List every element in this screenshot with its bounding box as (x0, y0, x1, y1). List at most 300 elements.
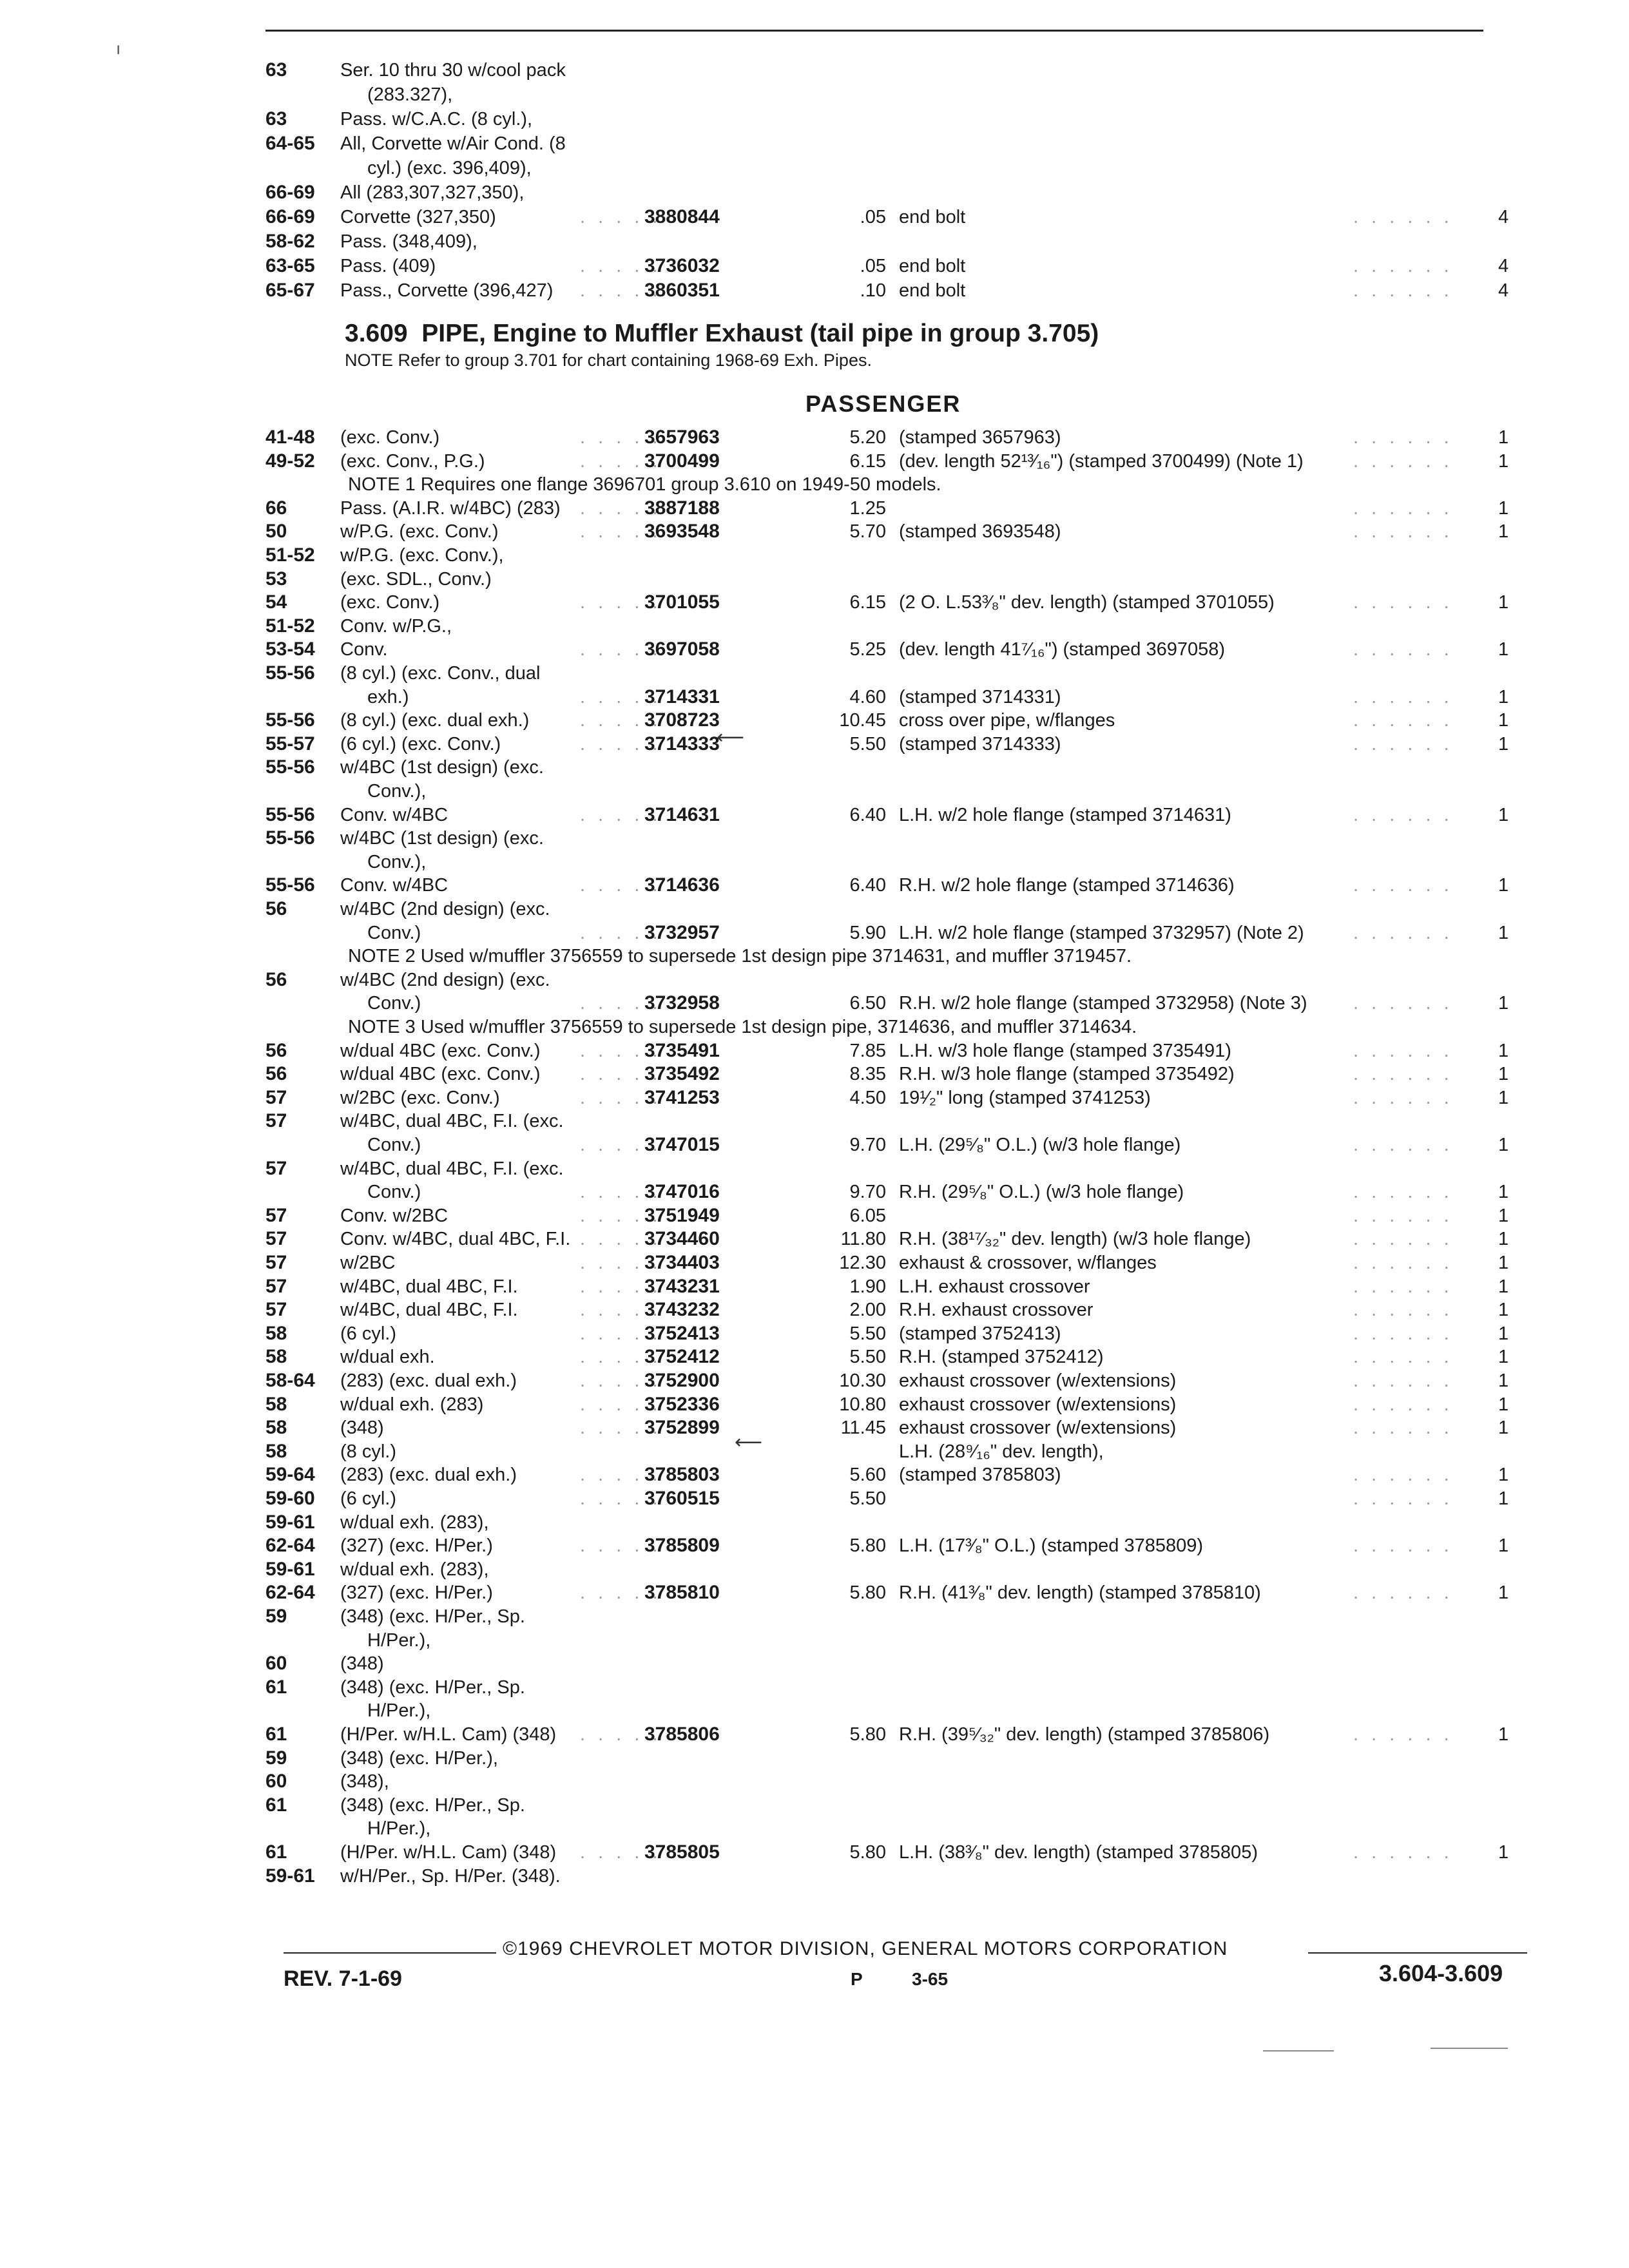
part-number: 3752336 (644, 1393, 720, 1415)
quantity: 1 (1498, 450, 1509, 472)
model-years: 51-52 (265, 615, 315, 637)
dot-leader: . . . . . (580, 1253, 662, 1273)
dot-leader: . . . . . (580, 1064, 662, 1085)
remarks: (stamped 3657963) (899, 427, 1061, 448)
dot-leader: . . . . . (580, 1465, 662, 1486)
application-desc: Ser. 10 thru 30 w/cool pack (340, 60, 566, 81)
part-row (0, 873, 1629, 898)
part-row (0, 732, 1629, 756)
dot-leader: . . . . . (580, 1724, 662, 1745)
catalog-note (0, 1015, 1629, 1039)
price: 2.00 (849, 1300, 886, 1321)
quantity: 1 (1498, 686, 1509, 707)
price: .05 (860, 207, 886, 227)
application-desc: w/4BC, dual 4BC, F.I. (exc. (340, 1111, 564, 1132)
section-title (345, 320, 1099, 348)
quantity: 1 (1498, 427, 1509, 448)
price: 5.80 (849, 1535, 886, 1557)
model-years: 55-56 (265, 709, 315, 731)
quantity: 1 (1498, 1182, 1509, 1203)
part-row (0, 1157, 1629, 1181)
part-row (0, 1345, 1629, 1369)
application-desc: H/Per.), (367, 1818, 431, 1840)
price: 5.50 (849, 733, 886, 754)
price: 5.50 (849, 1347, 886, 1368)
application-desc: w/H/Per., Sp. H/Per. (348). (340, 1865, 561, 1887)
part-number: 3785803 (644, 1464, 720, 1486)
part-row (0, 449, 1629, 474)
price: 10.45 (839, 710, 886, 731)
application-desc: Pass., Corvette (396,427) (340, 280, 554, 301)
dot-leader: . . . . . (580, 993, 662, 1014)
application-desc: w/dual 4BC (exc. Conv.) (340, 1064, 541, 1085)
remarks: exhaust crossover (w/extensions) (899, 1370, 1177, 1391)
part-row (0, 425, 1629, 450)
application-desc: Pass. (409) (340, 256, 436, 276)
part-number: 3736032 (644, 255, 720, 276)
price: 6.15 (849, 592, 886, 613)
quantity: 1 (1498, 1842, 1509, 1863)
part-row (0, 850, 1629, 874)
model-years: 51-52 (265, 544, 315, 566)
dot-leader: . . . . . . (1353, 207, 1453, 227)
dot-leader: . . . . . (580, 521, 662, 543)
quantity: 1 (1498, 1418, 1509, 1439)
dot-leader: . . . . . . (1353, 1394, 1453, 1415)
scan-dash-2 (1431, 2048, 1508, 2049)
application-desc: (exc. Conv.) (340, 592, 440, 613)
price: 11.80 (840, 1229, 886, 1250)
part-row (0, 1510, 1629, 1535)
price: 5.50 (849, 1323, 886, 1344)
remarks: 19¹⁄₂" long (stamped 3741253) (899, 1087, 1151, 1108)
application-desc: (283.327), (367, 84, 453, 105)
part-number: 3887188 (644, 497, 720, 519)
price: 5.20 (849, 427, 886, 448)
part-number: 3714636 (644, 874, 720, 896)
part-number: 3657963 (644, 427, 720, 448)
remarks: L.H. (29⁵⁄₈" O.L.) (w/3 hole flange) (899, 1135, 1181, 1155)
part-number: 3785805 (644, 1841, 720, 1863)
price: 5.70 (849, 521, 886, 543)
price: 5.50 (849, 1488, 886, 1509)
part-number: 3752899 (644, 1417, 720, 1439)
dot-leader: . . . . . (580, 1347, 662, 1368)
part-number: 3714331 (644, 686, 720, 707)
application-desc: Pass. (A.I.R. w/4BC) (283) (340, 497, 561, 519)
dot-leader: . . . . . . (1353, 1535, 1453, 1557)
remarks: (stamped 3785803) (899, 1465, 1061, 1486)
part-row (0, 1675, 1629, 1700)
price: 7.85 (849, 1040, 886, 1061)
dot-leader: . . . . . (580, 875, 662, 896)
application-desc: Conv. w/4BC, dual 4BC, F.I. (340, 1229, 571, 1250)
application-desc: Pass. (348,409), (340, 231, 477, 252)
price: 6.05 (849, 1205, 886, 1226)
subheading-passenger: PASSENGER (805, 390, 961, 417)
dot-leader: . . . . . (580, 922, 662, 943)
model-years: 63 (265, 59, 287, 81)
part-number: 3785806 (644, 1724, 720, 1745)
part-row (0, 1251, 1629, 1275)
model-years: 59-61 (265, 1865, 315, 1887)
remarks: L.H. exhaust crossover (899, 1276, 1090, 1297)
dot-leader: . . . . . . (1353, 1205, 1453, 1226)
price: 12.30 (839, 1253, 886, 1273)
dot-leader: . . . . . . (1353, 1064, 1453, 1085)
part-row (0, 496, 1629, 521)
part-number: 3735491 (644, 1039, 720, 1061)
dot-leader: . . . . . . (1353, 710, 1453, 731)
part-row (0, 921, 1629, 945)
part-row (0, 614, 1629, 639)
application-desc: (6 cyl.) (exc. Conv.) (340, 733, 501, 754)
application-desc: Conv. (340, 639, 388, 660)
model-years: 57 (265, 1204, 287, 1226)
catalog-note (0, 944, 1629, 968)
remarks: cross over pipe, w/flanges (899, 710, 1115, 731)
price: 6.50 (849, 993, 886, 1014)
quantity: 1 (1498, 1040, 1509, 1061)
price: .10 (860, 280, 886, 301)
part-number: 3743231 (644, 1275, 720, 1297)
application-desc: w/dual exh. (283), (340, 1559, 489, 1580)
application-desc: (exc. SDL., Conv.) (340, 568, 492, 590)
remarks: (stamped 3714333) (899, 733, 1061, 754)
application-desc: w/4BC, dual 4BC, F.I. (340, 1300, 518, 1321)
part-number: 3752900 (644, 1370, 720, 1391)
dot-leader: . . . . . (580, 450, 662, 472)
model-years: 41-48 (265, 427, 315, 448)
part-row (0, 205, 1629, 229)
part-row (0, 156, 1629, 180)
price: 4.50 (849, 1087, 886, 1108)
application-desc: (348) (exc. H/Per., Sp. (340, 1677, 525, 1698)
remarks: R.H. (41³⁄₈" dev. length) (stamped 3785810) (899, 1582, 1261, 1604)
application-desc: w/4BC (1st design) (exc. (340, 828, 544, 849)
remarks: L.H. (38³⁄₈" dev. length) (stamped 3785805) (899, 1842, 1258, 1863)
note-text: NOTE 2 Used w/muffler 3756559 to supersede 1st design pipe 3714631, and muffler 3719457. (348, 946, 1132, 967)
model-years: 58 (265, 1322, 287, 1344)
dot-leader: . . . . . (580, 804, 662, 825)
remarks: end bolt (899, 256, 966, 276)
model-years: 58-64 (265, 1370, 315, 1391)
application-desc: (348) (340, 1653, 384, 1675)
note-text: NOTE 1 Requires one flange 3696701 group 3.610 on 1949-50 models. (348, 474, 941, 495)
remarks: end bolt (899, 280, 966, 301)
application-desc: (283) (exc. dual exh.) (340, 1465, 517, 1486)
model-years: 57 (265, 1252, 287, 1273)
dot-leader: . . . . . (580, 427, 662, 448)
part-row (0, 803, 1629, 827)
part-row (0, 1604, 1629, 1629)
part-row (0, 1581, 1629, 1605)
part-row (0, 82, 1629, 107)
quantity: 1 (1498, 1394, 1509, 1415)
model-years: 61 (265, 1794, 287, 1816)
dot-leader: . . . . . . (1353, 1347, 1453, 1368)
part-number: 3714333 (644, 733, 720, 754)
part-row (0, 1369, 1629, 1393)
model-years: 49-52 (265, 450, 315, 472)
part-number: 3734460 (644, 1228, 720, 1250)
handwritten-arrow-2: ⟵ (735, 1432, 763, 1453)
quantity: 1 (1498, 1488, 1509, 1509)
footer-revision: REV. 7-1-69 (284, 1966, 402, 1991)
application-desc: Conv.), (367, 851, 427, 872)
model-years: 59-64 (265, 1464, 315, 1486)
part-row (0, 1392, 1629, 1417)
application-desc: w/dual 4BC (exc. Conv.) (340, 1040, 541, 1061)
model-years: 59-61 (265, 1511, 315, 1533)
model-years: 66 (265, 497, 287, 519)
dot-leader: . . . . . . (1353, 686, 1453, 707)
price: 10.80 (839, 1394, 886, 1415)
section-number: 3.609 (345, 320, 408, 347)
price: 5.60 (849, 1465, 886, 1486)
model-years: 55-56 (265, 803, 315, 825)
application-desc: (348) (exc. H/Per., Sp. (340, 1606, 525, 1627)
application-desc: Conv.) (367, 1182, 421, 1203)
part-number: 3880844 (644, 206, 720, 227)
model-years: 57 (265, 1110, 287, 1132)
handwritten-arrow-1: ⟵ (717, 727, 745, 748)
part-row (0, 1557, 1629, 1582)
dot-leader: . . . . . (580, 1370, 662, 1391)
application-desc: All, Corvette w/Air Cond. (8 (340, 133, 566, 154)
footer-page-letter: P (851, 1969, 863, 1989)
model-years: 58 (265, 1440, 287, 1462)
part-row (0, 826, 1629, 850)
model-years: 60 (265, 1653, 287, 1675)
part-number: 3741253 (644, 1086, 720, 1108)
model-years: 58 (265, 1393, 287, 1415)
quantity: 1 (1498, 1276, 1509, 1297)
scan-mark: ı (116, 39, 121, 58)
part-number: 3700499 (644, 450, 720, 472)
part-number: 3701055 (644, 591, 720, 613)
quantity: 1 (1498, 804, 1509, 825)
application-desc: (8 cyl.) (exc. dual exh.) (340, 710, 530, 731)
model-years: 56 (265, 898, 287, 919)
dot-leader: . . . . . . (1353, 1253, 1453, 1273)
dot-leader: . . . . . (580, 592, 662, 613)
part-row (0, 1864, 1629, 1888)
application-desc: (348) (340, 1418, 384, 1439)
price: 6.40 (849, 875, 886, 896)
quantity: 1 (1498, 592, 1509, 613)
remarks: (dev. length 41⁷⁄₁₆") (stamped 3697058) (899, 639, 1226, 660)
quantity: 1 (1498, 1323, 1509, 1344)
model-years: 55-56 (265, 874, 315, 896)
dot-leader: . . . . . . (1353, 1418, 1453, 1439)
application-desc: w/dual exh. (283), (340, 1512, 489, 1533)
part-row (0, 708, 1629, 733)
application-desc: w/4BC (2nd design) (exc. (340, 899, 550, 919)
footer-copyright: ©1969 CHEVROLET MOTOR DIVISION, GENERAL MOTORS CORPORATION (503, 1938, 1228, 1959)
dot-leader: . . . . . (580, 1276, 662, 1297)
quantity: 1 (1498, 1582, 1509, 1604)
price: 11.45 (840, 1418, 886, 1439)
quantity: 1 (1498, 521, 1509, 543)
part-row (0, 519, 1629, 544)
part-row (0, 107, 1629, 131)
application-desc: w/P.G. (exc. Conv.), (340, 545, 504, 566)
part-row (0, 1321, 1629, 1346)
remarks: exhaust crossover (w/extensions) (899, 1418, 1177, 1439)
dot-leader: . . . . . (580, 1182, 662, 1203)
part-number: 3747016 (644, 1181, 720, 1203)
footer-rule-left (284, 1952, 496, 1954)
dot-leader: . . . . . (580, 1229, 662, 1250)
remarks: exhaust & crossover, w/flanges (899, 1253, 1157, 1273)
model-years: 55-57 (265, 733, 315, 754)
remarks: R.H. exhaust crossover (899, 1300, 1094, 1321)
remarks: exhaust crossover (w/extensions) (899, 1394, 1177, 1415)
remarks: end bolt (899, 207, 966, 227)
model-years: 61 (265, 1841, 287, 1863)
part-row (0, 1274, 1629, 1299)
quantity: 1 (1498, 993, 1509, 1014)
part-row (0, 1628, 1629, 1653)
dot-leader: . . . . . . (1353, 1135, 1453, 1155)
dot-leader: . . . . . (580, 1135, 662, 1155)
model-years: 58-62 (265, 231, 315, 252)
quantity: 4 (1498, 207, 1509, 227)
remarks: R.H. w/2 hole flange (stamped 3714636) (899, 875, 1235, 896)
model-years: 59-60 (265, 1488, 315, 1509)
part-row (0, 278, 1629, 303)
application-desc: w/2BC (340, 1253, 396, 1273)
application-desc: (6 cyl.) (340, 1323, 396, 1344)
dot-leader: . . . . . (580, 1300, 662, 1321)
remarks: R.H. w/3 hole flange (stamped 3735492) (899, 1064, 1235, 1085)
application-desc: All (283,307,327,350), (340, 182, 525, 203)
part-row (0, 1086, 1629, 1110)
part-row (0, 991, 1629, 1015)
application-desc: (8 cyl.) (340, 1441, 396, 1462)
remarks: R.H. (38¹⁷⁄₃₂" dev. length) (w/3 hole flange) (899, 1229, 1251, 1250)
remarks: L.H. w/2 hole flange (stamped 3714631) (899, 804, 1231, 825)
remarks: (stamped 3714331) (899, 686, 1061, 707)
dot-leader: . . . . . . (1353, 1582, 1453, 1604)
part-row (0, 1816, 1629, 1841)
application-desc: Conv. w/4BC (340, 875, 448, 896)
price: 8.35 (849, 1064, 886, 1085)
dot-leader: . . . . . . (1353, 875, 1453, 896)
dot-leader: . . . . . . (1353, 993, 1453, 1014)
dot-leader: . . . . . . (1353, 1229, 1453, 1250)
price: 5.80 (849, 1842, 886, 1863)
dot-leader: . . . . . (580, 1488, 662, 1509)
quantity: 4 (1498, 280, 1509, 301)
part-row (0, 1840, 1629, 1865)
part-row (0, 1109, 1629, 1133)
quantity: 1 (1498, 875, 1509, 896)
quantity: 1 (1498, 1135, 1509, 1155)
model-years: 57 (265, 1086, 287, 1108)
part-row (0, 1463, 1629, 1487)
dot-leader: . . . . . . (1353, 1300, 1453, 1321)
model-years: 53 (265, 568, 287, 590)
price: 1.25 (849, 497, 886, 519)
part-number: 3752412 (644, 1346, 720, 1368)
part-row (0, 1416, 1629, 1440)
part-row (0, 1133, 1629, 1157)
model-years: 63-65 (265, 255, 315, 276)
model-years: 55-56 (265, 756, 315, 778)
dot-leader: . . . . . (580, 1040, 662, 1061)
model-years: 55-56 (265, 662, 315, 684)
application-desc: (8 cyl.) (exc. Conv., dual (340, 663, 541, 684)
quantity: 1 (1498, 1370, 1509, 1391)
part-number: 3760515 (644, 1488, 720, 1509)
price: 10.30 (839, 1370, 886, 1391)
model-years: 66-69 (265, 182, 315, 203)
quantity: 1 (1498, 710, 1509, 731)
dot-leader: . . . . . . (1353, 922, 1453, 943)
quantity: 1 (1498, 639, 1509, 660)
part-row (0, 897, 1629, 921)
model-years: 58 (265, 1417, 287, 1439)
dot-leader: . . . . . (580, 1842, 662, 1863)
remarks: L.H. (17³⁄₈" O.L.) (stamped 3785809) (899, 1535, 1204, 1557)
remarks: L.H. w/3 hole flange (stamped 3735491) (899, 1040, 1231, 1061)
remarks: L.H. w/2 hole flange (stamped 3732957) (Note 2) (899, 922, 1304, 943)
part-number: 3732958 (644, 992, 720, 1014)
part-row (0, 590, 1629, 615)
dot-leader: . . . . . . (1353, 497, 1453, 519)
dot-leader: . . . . . (580, 1087, 662, 1108)
part-row (0, 1180, 1629, 1204)
quantity: 1 (1498, 1465, 1509, 1486)
application-desc: (exc. Conv., P.G.) (340, 450, 485, 472)
part-number: 3708723 (644, 709, 720, 731)
dot-leader: . . . . . (580, 639, 662, 660)
part-row (0, 543, 1629, 568)
price: 5.80 (849, 1724, 886, 1745)
application-desc: w/2BC (exc. Conv.) (340, 1087, 500, 1108)
dot-leader: . . . . . . (1353, 427, 1453, 448)
part-row (0, 1204, 1629, 1228)
application-desc: cyl.) (exc. 396,409), (367, 158, 532, 178)
part-row (0, 1486, 1629, 1511)
dot-leader: . . . . . . (1353, 1087, 1453, 1108)
catalog-note (0, 472, 1629, 497)
part-row (0, 1746, 1629, 1771)
part-number: 3752413 (644, 1322, 720, 1344)
remarks: (dev. length 52¹³⁄₁₆") (stamped 3700499) (Note 1) (899, 450, 1304, 472)
model-years: 61 (265, 1724, 287, 1745)
application-desc: w/P.G. (exc. Conv.) (340, 521, 499, 543)
application-desc: H/Per.), (367, 1700, 431, 1722)
quantity: 1 (1498, 1300, 1509, 1321)
part-number: 3751949 (644, 1204, 720, 1226)
dot-leader: . . . . . . (1353, 733, 1453, 754)
part-row (0, 661, 1629, 686)
dot-leader: . . . . . . (1353, 1182, 1453, 1203)
model-years: 59 (265, 1606, 287, 1627)
dot-leader: . . . . . . (1353, 256, 1453, 276)
part-row (0, 1533, 1629, 1558)
quantity: 1 (1498, 497, 1509, 519)
part-row (0, 755, 1629, 780)
application-desc: w/4BC, dual 4BC, F.I. (340, 1276, 518, 1297)
part-row (0, 58, 1629, 82)
application-desc: (H/Per. w/H.L. Cam) (348) (340, 1724, 557, 1745)
price: 1.90 (849, 1276, 886, 1297)
application-desc: Conv. w/2BC (340, 1205, 448, 1226)
